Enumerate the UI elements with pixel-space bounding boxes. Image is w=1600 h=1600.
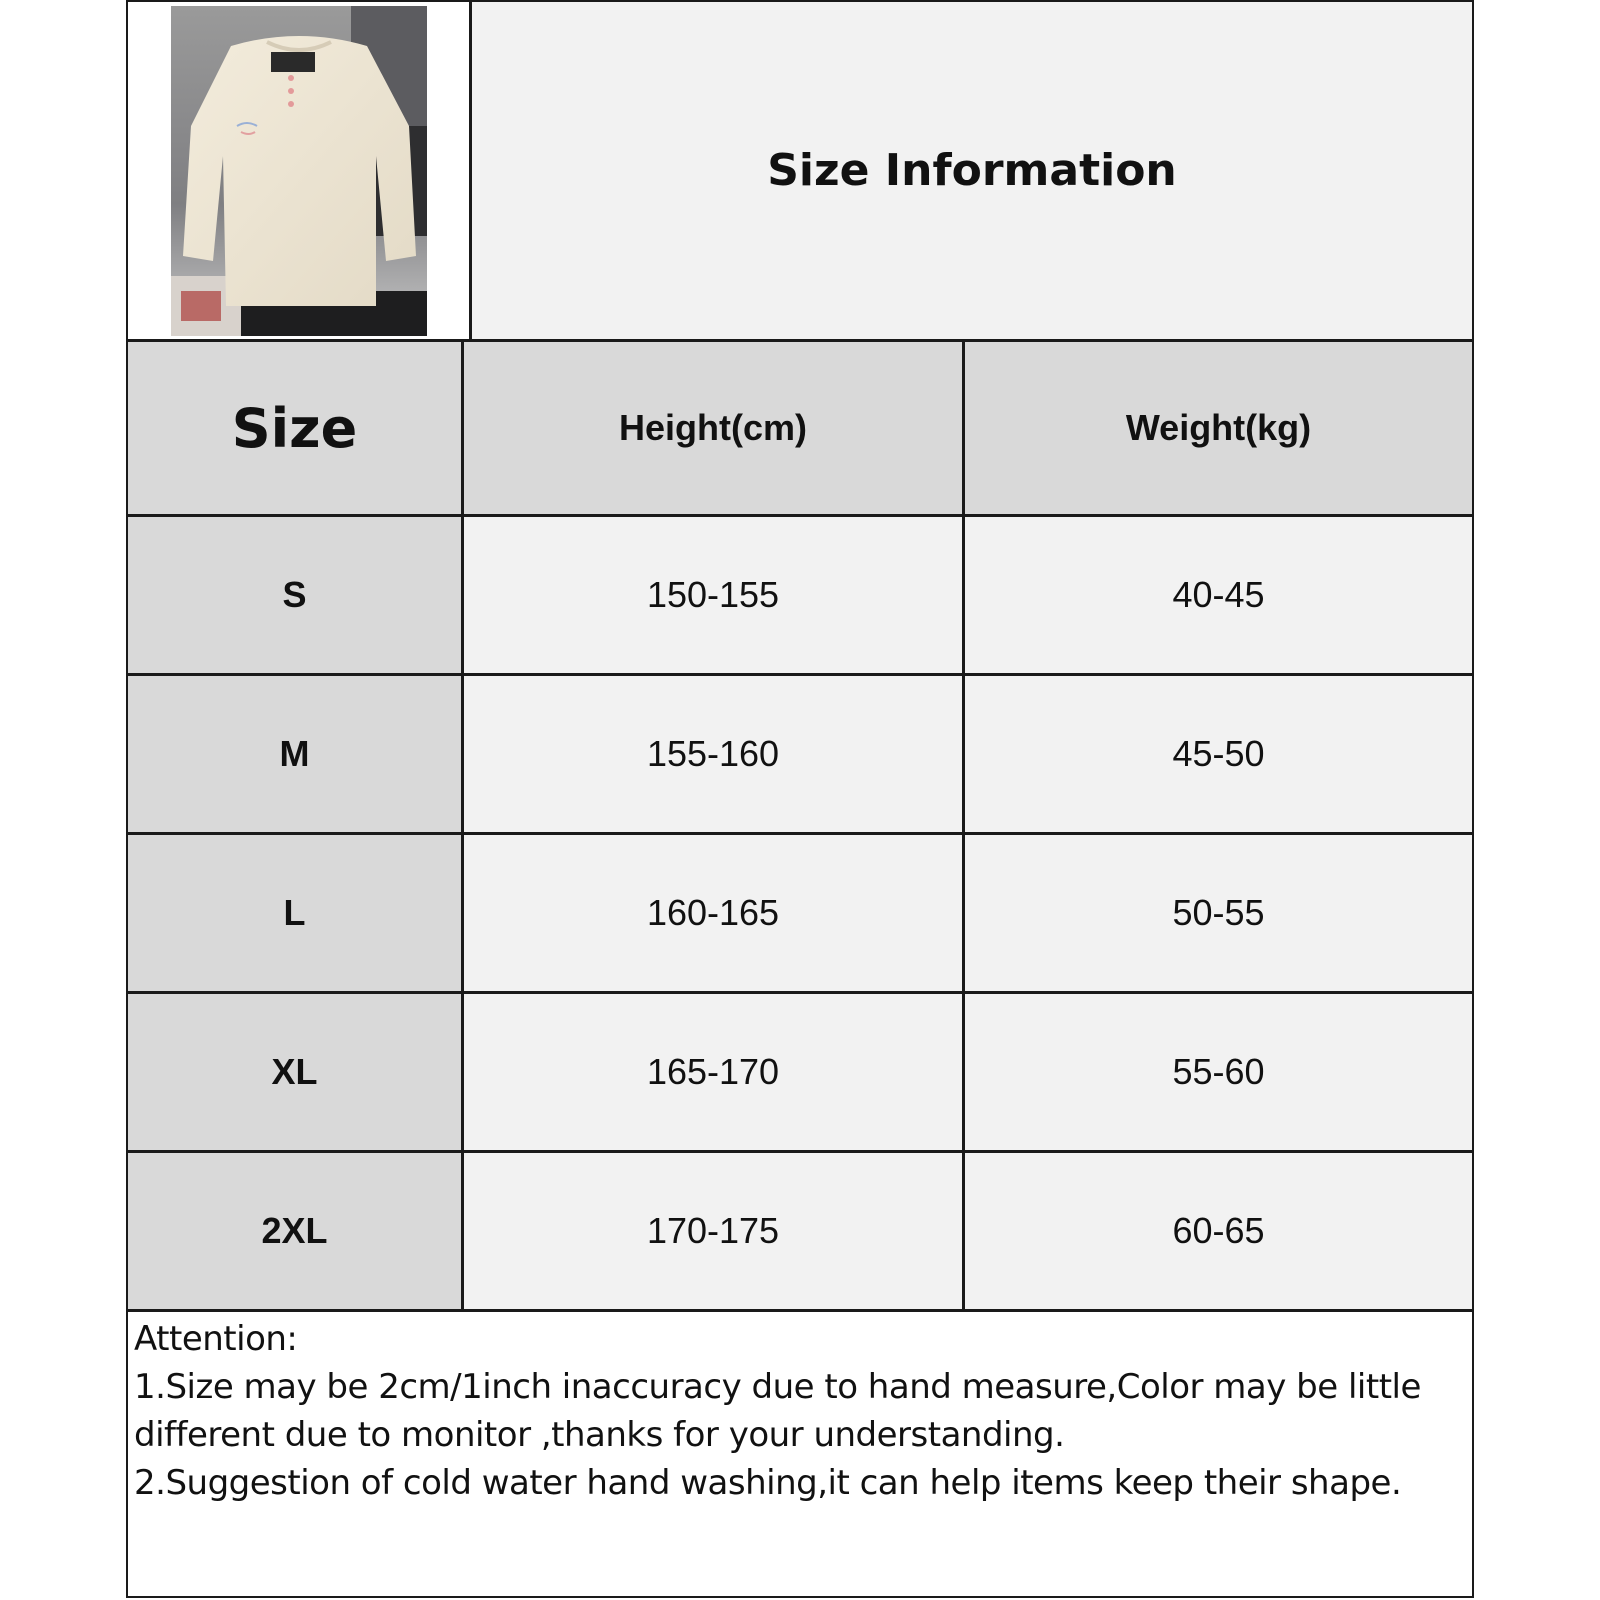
column-header-size: Size — [128, 342, 461, 514]
height-cell: 165-170 — [464, 994, 962, 1150]
height-cell: 155-160 — [464, 676, 962, 832]
weight-cell: 45-50 — [965, 676, 1472, 832]
size-cell: M — [128, 676, 461, 832]
grid-line — [461, 342, 464, 1312]
height-cell: 150-155 — [464, 517, 962, 673]
attention-notes — [134, 1315, 1454, 1507]
notes-line: 1.Size may be 2cm/1inch inaccuracy due to hand measure,Color may be little — [134, 1367, 1421, 1407]
size-cell: S — [128, 517, 461, 673]
grid-line — [128, 673, 1472, 676]
weight-cell: 40-45 — [965, 517, 1472, 673]
weight-cell: 55-60 — [965, 994, 1472, 1150]
height-cell: 160-165 — [464, 835, 962, 991]
notes-line: different due to monitor ,thanks for your understanding. — [134, 1415, 1065, 1455]
grid-line — [128, 991, 1472, 994]
size-chart — [126, 0, 1474, 1598]
height-cell: 170-175 — [464, 1153, 962, 1309]
weight-cell: 60-65 — [965, 1153, 1472, 1309]
column-header-height: Height(cm) — [464, 342, 962, 514]
size-cell: XL — [128, 994, 461, 1150]
size-cell: L — [128, 835, 461, 991]
column-header-weight: Weight(kg) — [965, 342, 1472, 514]
grid-line — [128, 514, 1472, 517]
grid-line — [962, 342, 965, 1312]
grid-line — [128, 1309, 1472, 1312]
weight-cell: 50-55 — [965, 835, 1472, 991]
grid-line — [128, 1150, 1472, 1153]
notes-line: 2.Suggestion of cold water hand washing,it can help items keep their shape. — [134, 1463, 1402, 1503]
grid-line — [128, 832, 1472, 835]
page-title: Size Information — [472, 2, 1472, 342]
product-photo — [171, 6, 427, 336]
product-photo-cell — [128, 2, 472, 342]
notes-heading: Attention: — [134, 1319, 298, 1359]
size-cell: 2XL — [128, 1153, 461, 1309]
